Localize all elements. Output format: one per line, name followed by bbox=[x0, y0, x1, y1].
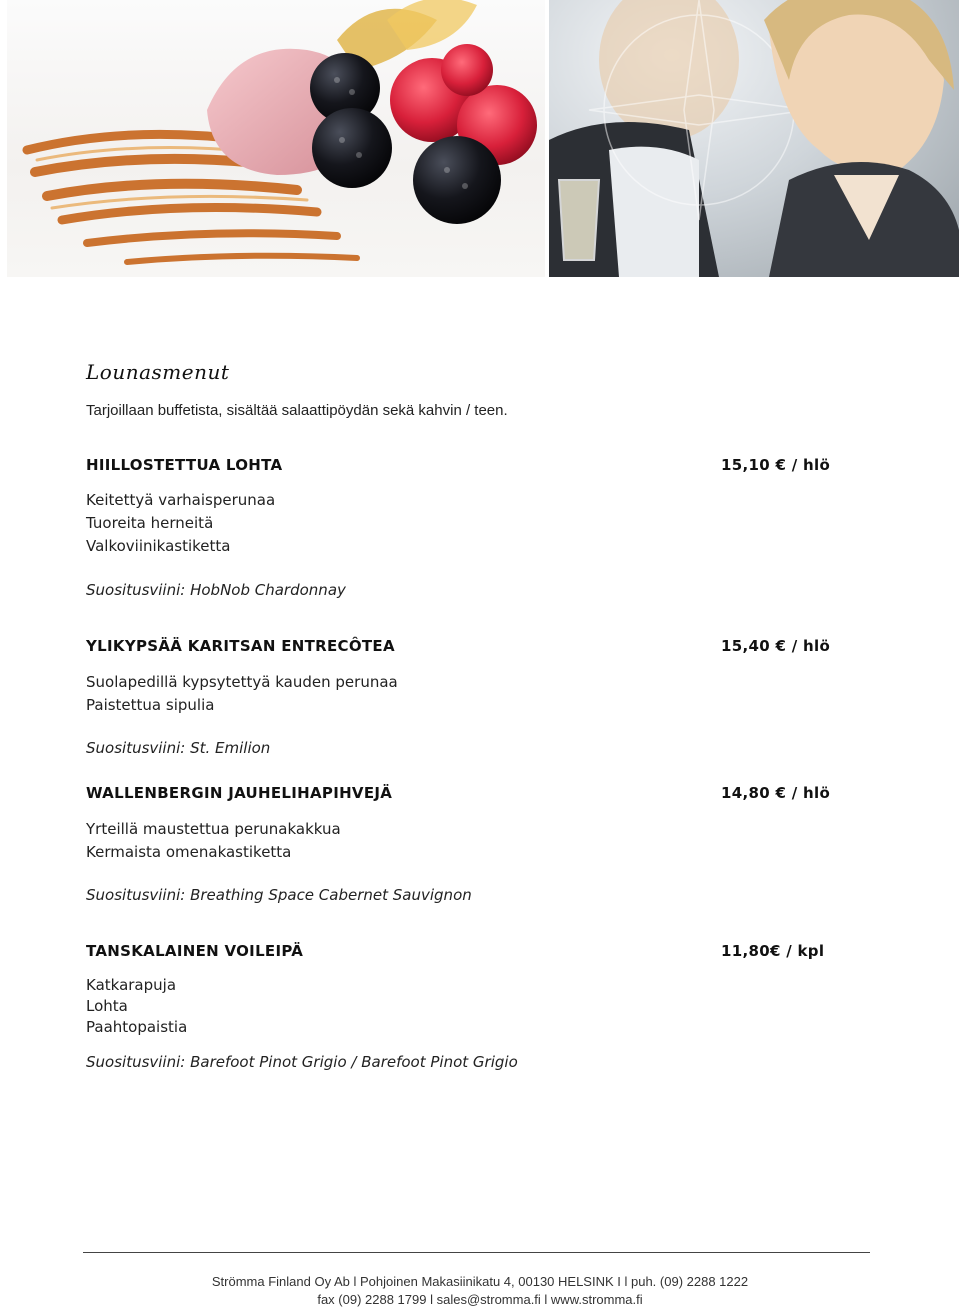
dish-price: 15,40 € / hlö bbox=[721, 637, 831, 655]
dish-item: Suolapedillä kypsytettyä kauden perunaa bbox=[86, 673, 398, 691]
dish-name: HIILLOSTETTUA LOHTA bbox=[86, 456, 283, 474]
menu-intro: Tarjoillaan buffetista, sisältää salaattipöydän sekä kahvin / teen. bbox=[86, 402, 508, 419]
dish-item: Yrteillä maustettua perunakakkua bbox=[86, 820, 341, 838]
footer-contact: fax (09) 2288 1799 l sales@stromma.fi l www.stromma.fi bbox=[317, 1292, 643, 1307]
dish-items bbox=[86, 975, 846, 1038]
dish-items bbox=[86, 671, 846, 717]
dish-item: Keitettyä varhaisperunaa bbox=[86, 491, 276, 509]
dish-items bbox=[86, 818, 846, 864]
footer-divider bbox=[83, 1252, 870, 1253]
dish-item: Katkarapuja bbox=[86, 976, 177, 994]
dish-item: Tuoreita herneitä bbox=[86, 514, 214, 532]
dish-item: Valkoviinikastiketta bbox=[86, 537, 231, 555]
menu-title: Lounasmenut bbox=[86, 360, 230, 384]
dish-price: 11,80€ / kpl bbox=[721, 942, 825, 960]
dessert-photo bbox=[7, 0, 545, 277]
dish-lamb bbox=[86, 637, 846, 717]
dish-price: 14,80 € / hlö bbox=[721, 784, 831, 802]
dish-danish-sandwich bbox=[86, 942, 846, 1038]
dish-salmon bbox=[86, 456, 846, 558]
dish-price: 15,10 € / hlö bbox=[721, 456, 831, 474]
dish-name: TANSKALAINEN VOILEIPÄ bbox=[86, 942, 304, 960]
dish-item: Lohta bbox=[86, 997, 128, 1015]
dish-items bbox=[86, 489, 846, 558]
dish-item: Paahtopaistia bbox=[86, 1018, 188, 1036]
dish-name: WALLENBERGIN JAUHELIHAPIHVEJÄ bbox=[86, 784, 393, 802]
wine-recommendation: Suositusviini: Breathing Space Cabernet Sauvignon bbox=[86, 886, 472, 904]
dish-item: Paistettua sipulia bbox=[86, 696, 215, 714]
wine-recommendation: Suositusviini: St. Emilion bbox=[86, 739, 271, 757]
wine-recommendation: Suositusviini: HobNob Chardonnay bbox=[86, 581, 346, 599]
dish-name: YLIKYPSÄÄ KARITSAN ENTRECÔTEA bbox=[86, 637, 395, 655]
dish-wallenberg bbox=[86, 784, 846, 864]
dish-item: Kermaista omenakastiketta bbox=[86, 843, 292, 861]
people-photo bbox=[549, 0, 959, 277]
wine-recommendation: Suositusviini: Barefoot Pinot Grigio / Barefoot Pinot Grigio bbox=[86, 1053, 518, 1071]
footer-address: Strömma Finland Oy Ab l Pohjoinen Makasiinikatu 4, 00130 HELSINK I l puh. (09) 2288 1222 bbox=[211, 1274, 749, 1289]
